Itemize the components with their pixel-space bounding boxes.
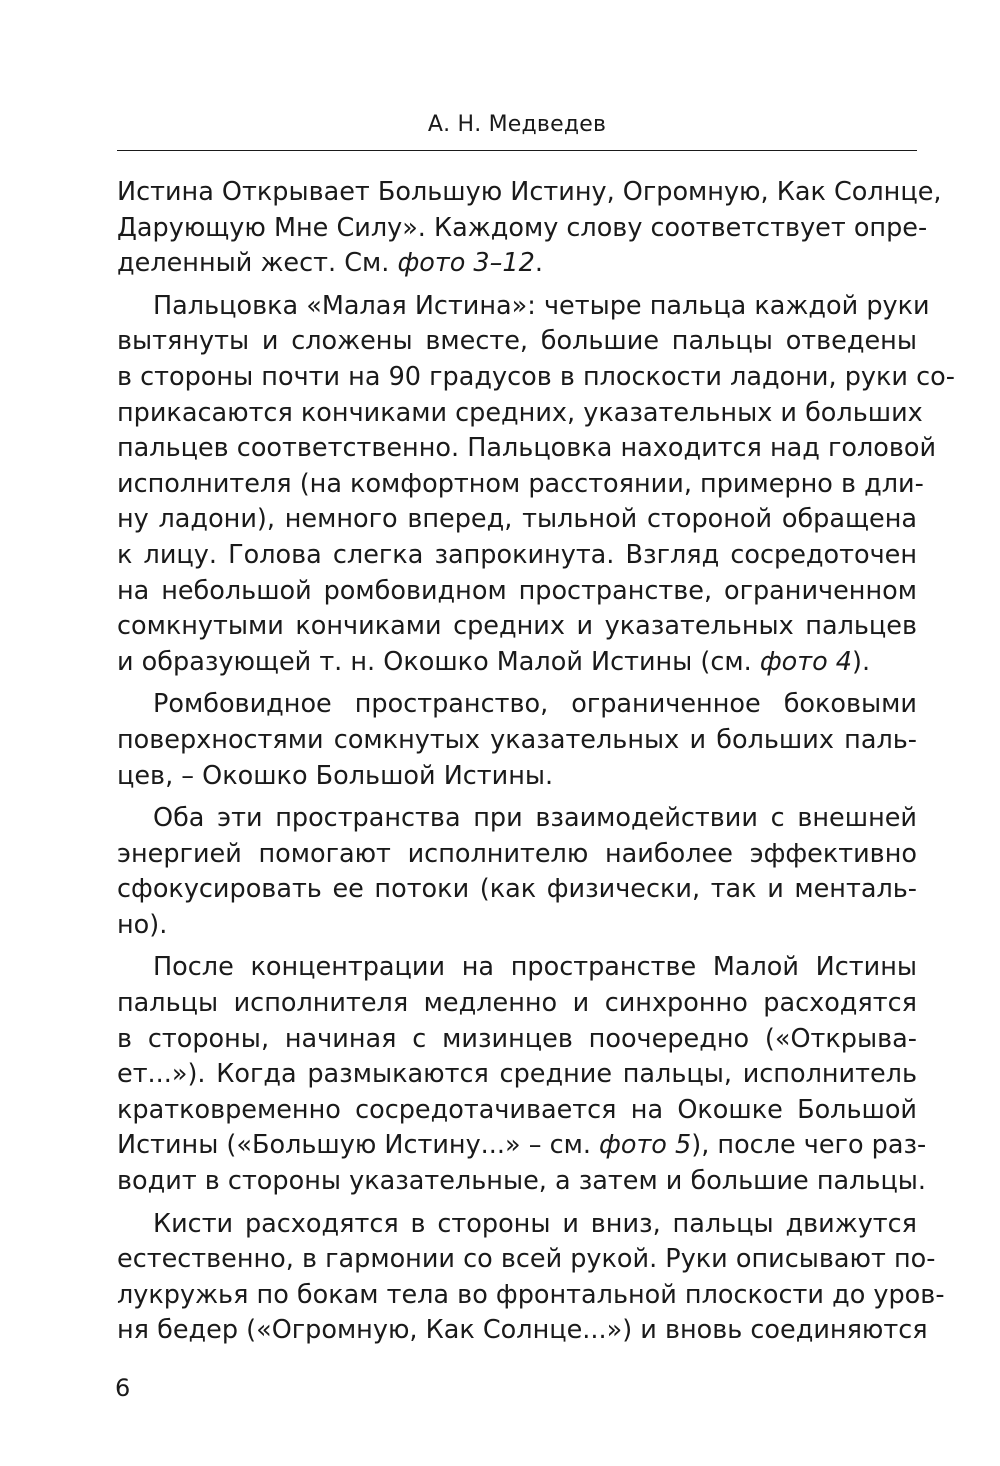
text-line: Оба эти пространства при взаимодействии с внешней [153, 803, 917, 834]
text-line: поверхностями сомкнутых указательных и больших паль- [117, 724, 917, 755]
paragraph-gap [117, 1200, 917, 1207]
text-line: ет...»). Когда размыкаются средние пальцы, исполнитель [117, 1059, 917, 1090]
page-number: 6 [115, 1374, 131, 1402]
paragraph [117, 950, 927, 1199]
text-line: естественно, в гармонии со всей рукой. Руки описывают по- [117, 1244, 936, 1275]
paragraph-gap [117, 680, 917, 687]
text-line: Дарующую Мне Силу». Каждому слову соответствует опре- [117, 212, 928, 243]
text-line: Кисти расходятся в стороны и вниз, пальцы движутся [153, 1208, 917, 1239]
paragraph-gap [117, 282, 917, 289]
text-line: пальцы исполнителя медленно и синхронно расходятся [117, 988, 917, 1019]
paragraph-gap [117, 943, 917, 950]
running-header-author: А. Н. Медведев [427, 112, 607, 137]
text-line: сфокусировать ее потоки (как физически, так и менталь- [117, 874, 917, 905]
text-line: ну ладони), немного вперед, тыльной стороной обращена [117, 504, 917, 535]
text-line: кратковременно сосредотачивается на Окошке Большой [117, 1094, 917, 1125]
text-line: но). [117, 909, 168, 940]
text-line: прикасаются кончиками средних, указательных и больших [117, 397, 923, 428]
body-text [117, 175, 955, 1349]
text-line: ня бедер («Огромную, Как Солнце...») и вновь соединяются [117, 1315, 928, 1346]
paragraph [117, 687, 917, 794]
text-line: в стороны почти на 90 градусов в плоскости ладони, руки со- [117, 361, 955, 392]
header-rule [117, 150, 917, 151]
text-line: сомкнутыми кончиками средних и указательных пальцев [117, 611, 917, 642]
text-line: к лицу. Голова слегка запрокинута. Взгляд сосредоточен [117, 539, 917, 570]
text-line: пальцев соответственно. Пальцовка находится над головой [117, 433, 937, 464]
text-line: Истины («Большую Истину...» – см. фото 5), после чего раз- [117, 1130, 927, 1161]
text-line: Пальцовка «Малая Истина»: четыре пальца каждой руки [153, 290, 930, 321]
paragraph [117, 1207, 945, 1349]
text-line: Истина Открывает Большую Истину, Огромную, Как Солнце, [117, 177, 942, 207]
text-line: вытянуты и сложены вместе, большие пальцы отведены [117, 326, 917, 357]
photo-reference: фото 4 [759, 646, 853, 677]
text-line: Ромбовидное пространство, ограниченное боковыми [153, 689, 917, 720]
photo-reference: фото 3–12 [397, 248, 535, 279]
text-line: на небольшой ромбовидном пространстве, ограниченном [117, 575, 917, 606]
paragraph [117, 801, 917, 943]
text-line: После концентрации на пространстве Малой Истины [153, 952, 917, 983]
text-line: исполнителя (на комфортном расстоянии, примерно в дли- [117, 468, 924, 499]
photo-reference: фото 5 [599, 1130, 692, 1161]
text-line: энергией помогают исполнителю наиболее эффективно [117, 838, 917, 869]
text-line: цев, – Окошко Большой Истины. [117, 760, 554, 791]
text-line: и образующей т. н. Окошко Малой Истины (см. фото 4). [117, 646, 871, 677]
paragraph [117, 289, 955, 681]
paragraph [117, 175, 942, 282]
text-line: лукружья по бокам тела во фронтальной плоскости до уров- [117, 1279, 945, 1310]
paragraph-gap [117, 794, 917, 801]
text-line: деленный жест. См. фото 3–12. [117, 248, 543, 279]
text-line: водит в стороны указательные, а затем и большие пальцы. [117, 1166, 927, 1197]
text-line: в стороны, начиная с мизинцев поочередно («Открыва- [117, 1023, 917, 1054]
